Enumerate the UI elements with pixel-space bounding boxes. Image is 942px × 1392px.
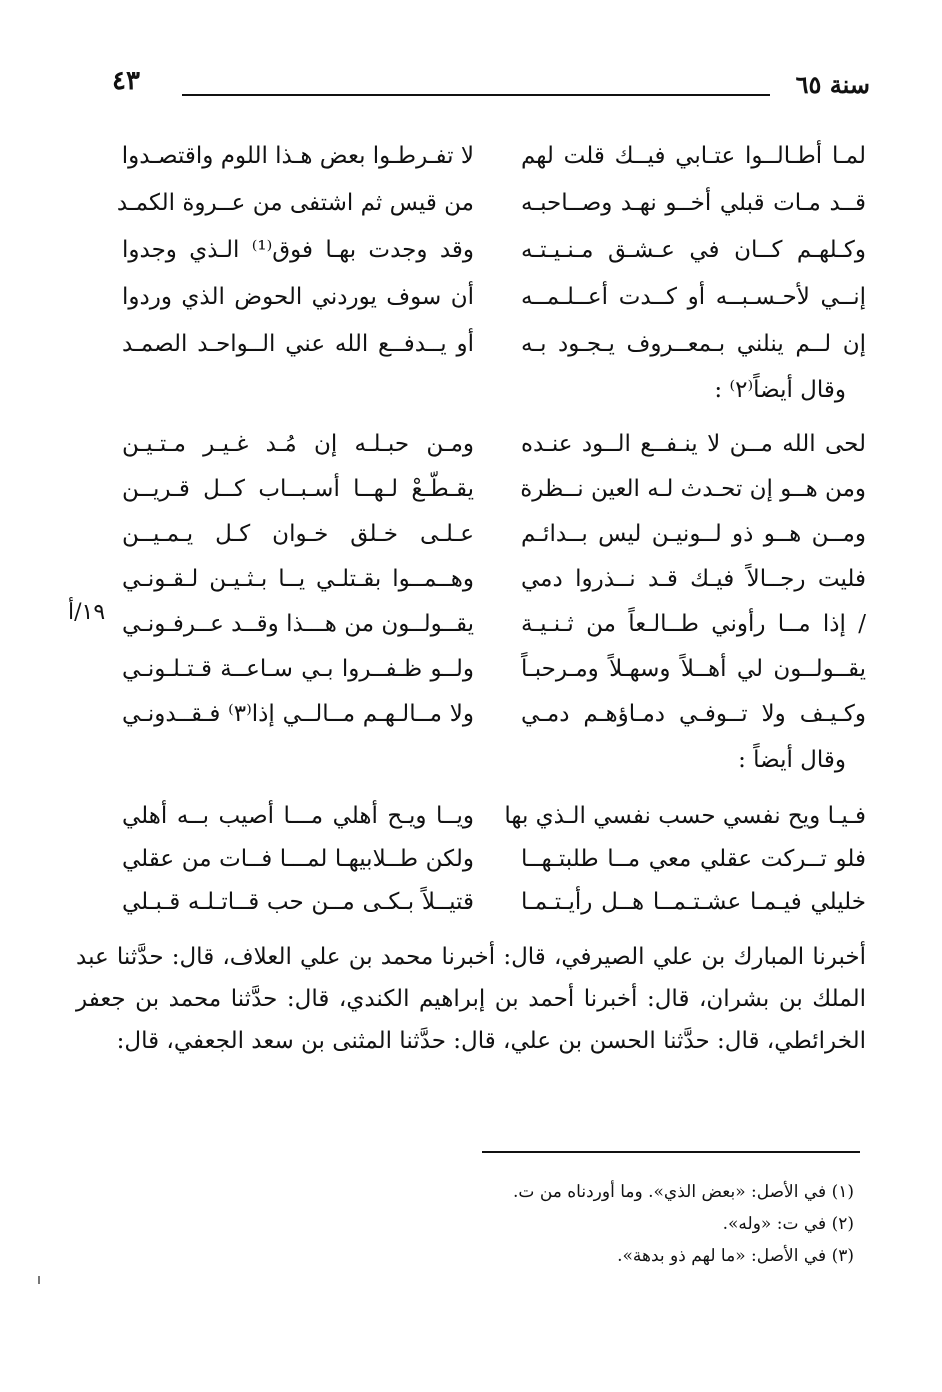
poem1-right-line: إنــي لأحـسـبــه أو كــدت أعــلـمــه — [521, 284, 866, 310]
poem3-left-line: قتيــلاً بـكـى مــن حب قــاتـلـه قـبـلي — [122, 889, 474, 915]
poem1-left-line: وقد وجدت بهـا فوق⁽¹⁾ الـذي وجدوا — [122, 237, 474, 263]
scan-mark — [38, 1276, 40, 1284]
poem2-left-line: ولــو ظـفــروا بـي سـاعــة قـتـلـونـي — [122, 656, 474, 682]
poem1-right-line: إن لــم ينلني بـمعــروف يـجـود بـه — [521, 331, 866, 357]
footnote: (٢) في ت: «وله». — [722, 1214, 854, 1234]
running-header — [112, 66, 870, 110]
prose-text: أخبرنا المبارك بن علي الصيرفي، قال: أخبرنا محمد بن علي العلاف، قال: حدَّثنا عبد الملك بن بشران، قال: أخبرنا أحمد بن إبراهيم الكندي، قال: حدَّثنا محمد بن جعفر الخرائطي، قال: حدَّثنا الحسن بن علي، قال: حدَّثنا المثنى بن سعد الجعفي، قال: — [76, 944, 867, 1054]
poem2-right-line: ومن هــو إن تحـدث لـه العين نــظرة — [520, 476, 866, 502]
folio-margin-note: ١٩/أ — [68, 600, 106, 625]
footnote: (١) في الأصل: «بعض الذي». وما أوردناه من ت. — [513, 1182, 854, 1202]
poem2-right-line: يقــولــون لي أهــلاً وسهـلاً ومـرحبـاً — [521, 656, 866, 682]
page-number: ٤٣ — [112, 66, 140, 96]
poem2-right-line: / إذا مــا رأوني طــالـعاً من ثـنـيـة — [521, 611, 866, 637]
poem2-right-line: فليت رجــالاً فيـك قـد نــذروا دمي — [521, 566, 866, 592]
poem2-left-line: عـلـى خـلق خـوان كـل يـمـيــن — [122, 521, 474, 547]
intro-line: وقال أيضاً⁽٢⁾ : — [714, 377, 846, 403]
poem1-left-line: أن سوف يوردني الحوض الذي وردوا — [122, 284, 474, 310]
poem1-right-line: وكـلهـم كــان في عـشـق مـنـيـتـه — [521, 237, 866, 263]
poem1-right-line: لمـا أطـالــوا عتـابي فيــك قلت لهم — [521, 143, 866, 169]
poem2-left-line: يقـطّـعْ لـهــا أسـبــاب كــل قـريــن — [122, 476, 474, 502]
poem2-left-line: وهــمــوا بقـتلـي يــا بـثـيـن لـقـونـي — [122, 566, 474, 592]
header-year: سنة ٦٥ — [795, 70, 870, 99]
poem2-right-line: لحى الله مــن لا ينـفــع الــود عنـده — [521, 431, 866, 457]
poem2-left-line: يقــولــون من هـــذا وقــد عــرفـونـي — [122, 611, 474, 637]
poem1-right-line: قــد مـات قبلي أخــو نهـد وصــاحبـه — [521, 190, 866, 216]
footnote-separator — [482, 1151, 860, 1153]
poem2-left-line: ولا مــالـهـم مــالــي إذا⁽٣⁾ فـقــدونـي — [122, 701, 474, 727]
poem3-left-line: ولكن طــلابيهـا لمـــا فــات من عقلي — [122, 846, 474, 872]
poem3-left-line: ويــا ويـح أهلي مـــا أصيب بــه أهلي — [122, 803, 474, 829]
poem3-right-line: فلو تــركت عقلي معي مــا طلبتـهــا — [521, 846, 866, 872]
poem3-right-line: خليلي فيـمـا عشـتـمــا هــل رأيـتـمـا — [521, 889, 866, 915]
poem2-left-line: ومـن حبـلـه إن مُـد غـيـر مـتـيـن — [122, 431, 474, 457]
poem1-left-line: لا تفـرطـوا بعض هـذا اللوم واقتصـدوا — [121, 143, 474, 169]
prose-paragraph — [76, 936, 866, 1062]
poem3-right-line: فـيـا ويح نفسي حسب نفسي الـذي بها — [504, 803, 866, 829]
poem2-right-line: ومــن هــو ذو لــونيـن ليس بــدائـم — [521, 521, 866, 547]
header-rule — [182, 94, 770, 96]
poem2-right-line: وكـيـف ولا تــوفـي دمـاؤهـم دمـي — [521, 701, 866, 727]
poem1-left-line: أو يــدفــع الله عني الــواحـد الصمـد — [122, 331, 474, 357]
footnote: (٣) في الأصل: «ما لهم ذو بدهة». — [617, 1246, 854, 1266]
intro-line: وقال أيضاً : — [738, 747, 846, 773]
poem1-left-line: من قيس ثم اشتفى من عــروة الكمـد — [116, 190, 474, 216]
